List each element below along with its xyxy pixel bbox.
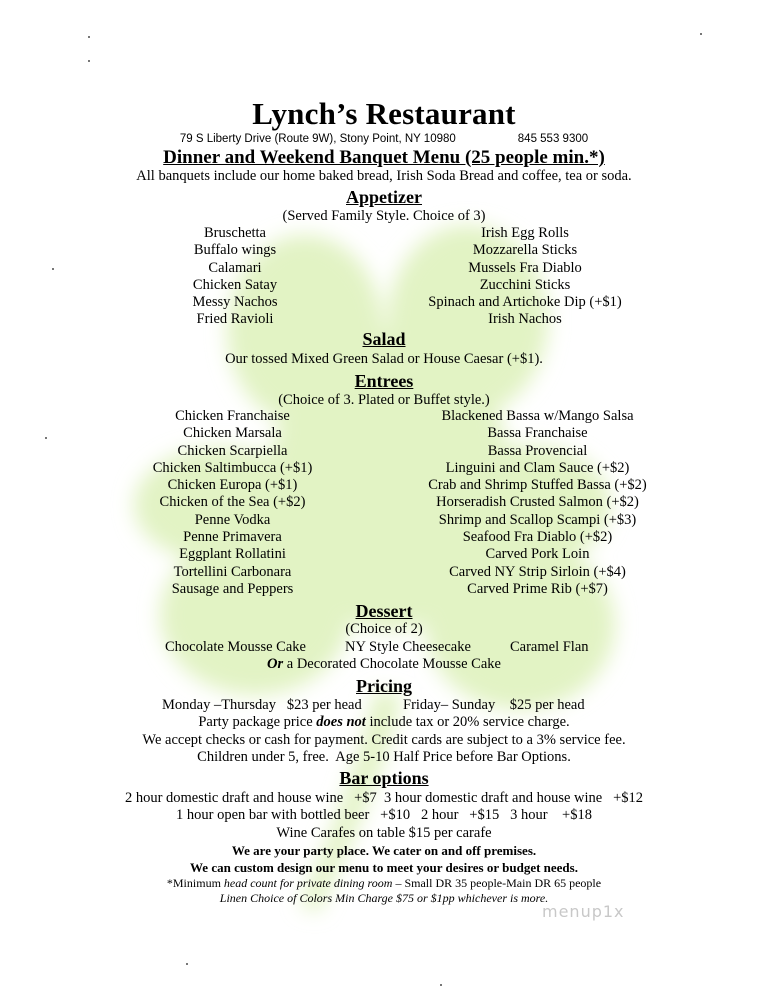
address-line <box>0 133 768 145</box>
dessert-or-line <box>0 656 768 673</box>
appetizer-left-list <box>130 225 340 329</box>
list-item: Buffalo wings <box>193 242 277 259</box>
custom-design-line: We can custom design our menu to meet your desires or budget needs. <box>190 860 578 875</box>
list-item: Crab and Shrimp Stuffed Bassa (+$2) <box>428 477 647 494</box>
list-item: Messy Nachos <box>192 294 278 311</box>
minimum-emph: head count for private dining room <box>223 876 393 890</box>
bar-line-3: Wine Carafes on table $15 per carafe <box>276 825 492 841</box>
list-item: Chicken Europa (+$1) <box>167 477 298 494</box>
bar-line-1: 2 hour domestic draft and house wine +$7 3 hour domestic draft and house wine +$12 <box>124 790 644 806</box>
pricing-heading: Pricing <box>356 676 412 696</box>
scan-speck <box>440 984 442 986</box>
party-post: include tax or 20% service charge. <box>365 714 570 730</box>
list-item: Chicken Franchaise <box>175 408 290 424</box>
or-word: Or <box>267 656 284 672</box>
appetizer-heading: Appetizer <box>346 187 422 207</box>
dessert-item-cheesecake: NY Style Cheesecake <box>345 639 471 655</box>
minimum-post: – Small DR 35 people-Main DR 65 people <box>392 876 602 890</box>
intro-text: All banquets include our home baked bread, Irish Soda Bread and coffee, tea or soda. <box>136 168 632 184</box>
party-emph: does not <box>316 714 366 730</box>
list-item: Penne Vodka <box>194 511 271 528</box>
list-item: Bassa Provencial <box>487 442 588 459</box>
appetizer-right-list <box>400 225 650 329</box>
list-item: Shrimp and Scallop Scampi (+$3) <box>438 511 637 528</box>
list-item: Sausage and Peppers <box>171 580 294 597</box>
scan-speck <box>186 963 188 965</box>
list-item: Spinach and Artichoke Dip (+$1) <box>428 294 622 311</box>
list-item: Irish Nachos <box>488 311 562 328</box>
list-item: Carved Prime Rib (+$7) <box>467 580 608 597</box>
party-pre: Party package price <box>198 714 317 730</box>
list-item: Carved Pork Loin <box>485 546 590 563</box>
list-item: Chicken Scarpiella <box>177 442 288 459</box>
children-line: Children under 5, free. Age 5-10 Half Price before Bar Options. <box>197 749 571 765</box>
dessert-note: (Choice of 2) <box>345 621 423 637</box>
list-item: Chicken of the Sea (+$2) <box>159 494 306 511</box>
list-item: Linguini and Clam Sauce (+$2) <box>445 459 630 476</box>
address: 79 S Liberty Drive (Route 9W), Stony Point, NY 10980 <box>179 133 456 145</box>
entrees-left-list <box>130 408 335 598</box>
scan-speck <box>52 268 54 270</box>
list-item: Bruschetta <box>203 225 266 241</box>
list-item: Calamari <box>208 259 262 276</box>
list-item: Carved NY Strip Sirloin (+$4) <box>449 563 626 580</box>
dessert-item-chocolate-mousse: Chocolate Mousse Cake <box>165 639 306 655</box>
list-item: Chicken Saltimbucca (+$1) <box>152 459 313 476</box>
phone-number: 845 553 9300 <box>517 133 589 145</box>
list-item: Blackened Bassa w/Mango Salsa <box>441 408 634 424</box>
scan-speck <box>700 33 702 35</box>
payment-line: We accept checks or cash for payment. Credit cards are subject to a 3% service fee. <box>142 732 626 748</box>
list-item: Zucchini Sticks <box>479 276 571 293</box>
party-place-line: We are your party place. We cater on and off premises. <box>231 843 537 858</box>
list-item: Fried Ravioli <box>196 311 274 328</box>
list-item: Irish Egg Rolls <box>481 225 569 241</box>
bar-line-2: 1 hour open bar with bottled beer +$10 2 hour +$15 3 hour +$18 <box>176 807 592 823</box>
salad-text: Our tossed Mixed Green Salad or House Caesar (+$1). <box>225 351 543 367</box>
entrees-right-list <box>395 408 680 598</box>
dessert-heading: Dessert <box>355 601 413 621</box>
entrees-note: (Choice of 3. Plated or Buffet style.) <box>278 392 490 408</box>
list-item: Horseradish Crusted Salmon (+$2) <box>436 494 639 511</box>
entrees-heading: Entrees <box>354 371 414 391</box>
scan-speck <box>88 36 90 38</box>
list-item: Eggplant Rollatini <box>179 546 286 563</box>
menu-title: Dinner and Weekend Banquet Menu (25 people min.*) <box>163 147 605 168</box>
list-item: Chicken Satay <box>192 276 278 293</box>
list-item: Bassa Franchaise <box>487 425 588 442</box>
linen-text: Linen Choice of Colors Min Charge $75 or $1pp whichever is more. <box>219 891 549 905</box>
list-item: Penne Primavera <box>183 529 282 546</box>
restaurant-title: Lynch’s Restaurant <box>252 96 516 131</box>
weekend-price: Friday– Sunday $25 per head <box>403 697 585 713</box>
linen-line <box>0 891 768 906</box>
dessert-item-caramel-flan: Caramel Flan <box>510 639 589 655</box>
list-item: Mozzarella Sticks <box>472 242 578 259</box>
bar-options-heading: Bar options <box>339 768 429 788</box>
scan-speck <box>88 60 90 62</box>
watermark: menup1x <box>542 902 625 921</box>
appetizer-note: (Served Family Style. Choice of 3) <box>282 208 486 224</box>
minimum-line <box>0 876 768 891</box>
list-item: Chicken Marsala <box>183 425 282 442</box>
minimum-pre: *Minimum <box>166 876 224 890</box>
weekday-price: Monday –Thursday $23 per head <box>162 697 362 713</box>
party-package-line <box>0 714 768 731</box>
list-item: Tortellini Carbonara <box>173 563 292 580</box>
list-item: Mussels Fra Diablo <box>468 259 582 276</box>
or-text: a Decorated Chocolate Mousse Cake <box>283 656 501 672</box>
scan-speck <box>45 437 47 439</box>
list-item: Seafood Fra Diablo (+$2) <box>462 529 613 546</box>
salad-heading: Salad <box>362 329 406 349</box>
